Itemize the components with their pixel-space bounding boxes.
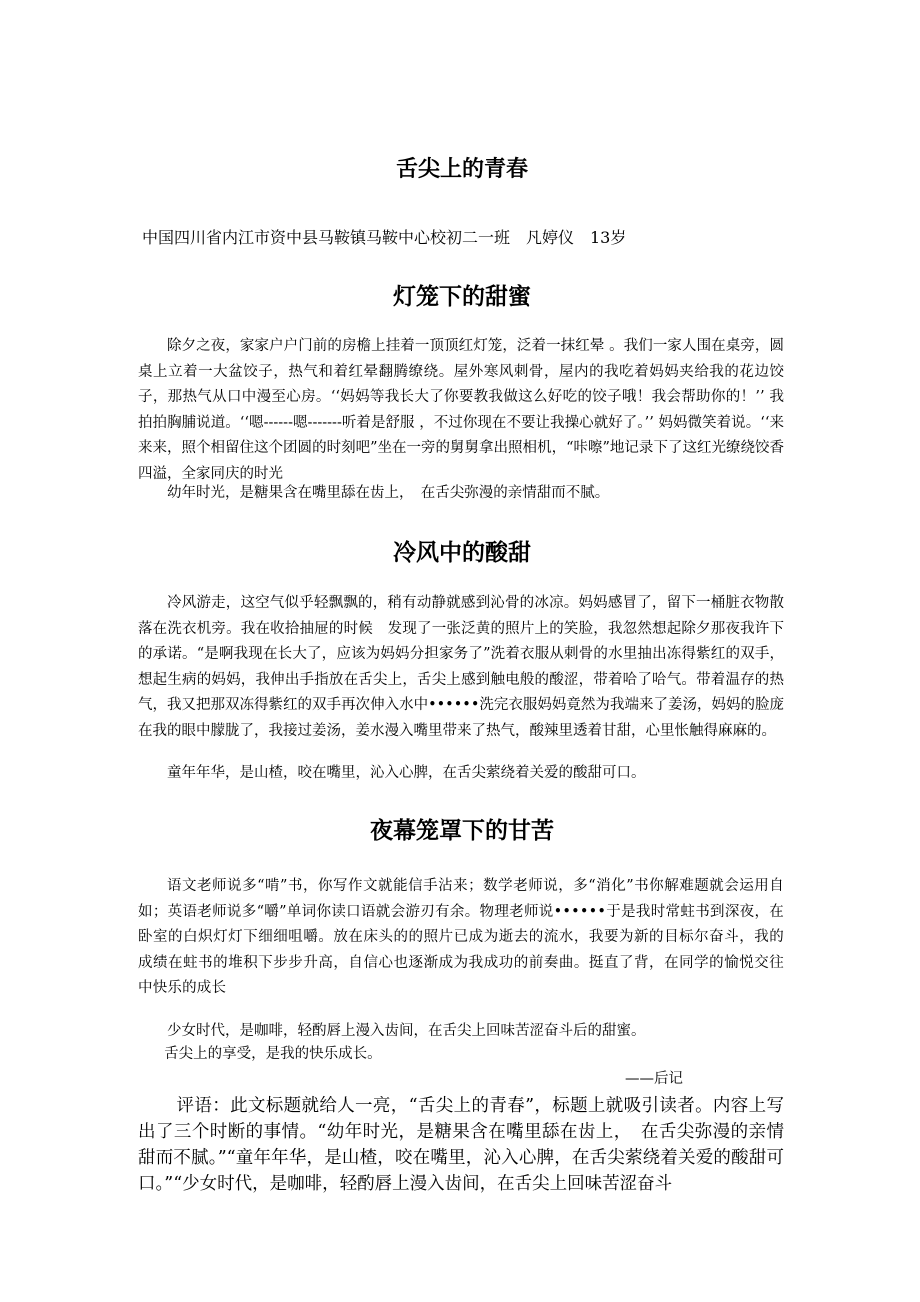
section-1-paragraph-2: 幼年时光，是糖果含在嘴里舔在齿上， 在舌尖弥漫的亲情甜而不腻。 (167, 485, 610, 501)
author-byline: 中国四川省内江市资中县马鞍镇马鞍中心校初二一班 凡婷仪 13岁 (142, 228, 627, 247)
section-heading-1: 灯笼下的甜蜜 (393, 284, 531, 310)
section-3-paragraph-1: 语文老师说多“啃”书，你写作文就能信手沾来；数学老师说，多“消化”书你解难题就会运用自如；英语老师说多“嚼”单词你读口语就会游刃有余。物理老师说••••••于是我时常蛀书到深夜，在卧室的白炽灯灯下细细咀嚼。放在床头的的照片已成为逝去的流水，我要为新的目标尔奋斗，我的成绩在蛀书的堆积下步步升高，自信心也逐渐成为我成功的前奏曲。挺直了背，在同学的愉悦交往中快乐的成长 (138, 878, 784, 996)
section-2-paragraph-1: 冷风游走，这空气似乎轻飘飘的，稍有动静就感到沁骨的冰凉。妈妈感冒了，留下一桶脏衣物散落在洗衣机旁。我在收拾抽屉的时候 发现了一张泛黄的照片上的笑脸，我忽然想起除夕那夜我许下的承诺。“是啊我现在长大了，应该为妈妈分担家务了”洗着衣服从刺骨的水里抽出冻得紫红的双手，想起生病的妈妈，我伸出手指放在舌尖上，舌尖上感到触电般的酸涩，带着哈了哈气。带着温存的热气，我又把那双冻得紫红的双手再次伸入水中••••••洗完衣服妈妈竟然为我端来了姜汤，妈妈的脸庞在我的眼中朦胧了，我接过姜汤，姜水漫入嘴里带来了热气，酸辣里透着甘甜，心里怅触得麻麻的。 (138, 595, 784, 739)
section-heading-2: 冷风中的酸甜 (393, 540, 531, 566)
section-3-paragraph-2: 少女时代，是咖啡，轻酌唇上漫入齿间，在舌尖上回味苦涩奋斗后的甜蜜。 (167, 1023, 646, 1039)
teacher-comment: 评语：此文标题就给人一亮，“舌尖上的青春”，标题上就吸引读者。内容上写出了三个时断的事情。“幼年时光，是糖果含在嘴里舔在齿上， 在舌尖弥漫的亲情甜而不腻。”“童年年华，是山楂，咬在嘴里，沁入心脾，在舌尖萦绕着关爱的酸甜可口。”“少女时代，是咖啡，轻酌唇上漫入齿间，在舌尖上回味苦涩奋斗 (138, 1096, 784, 1194)
page-title: 舌尖上的青春 (395, 157, 528, 182)
closing-line: 舌尖上的享受，是我的快乐成长。 (164, 1046, 382, 1062)
afterword-label: ——后记 (625, 1071, 683, 1087)
section-2-paragraph-2: 童年年华，是山楂，咬在嘴里，沁入心脾，在舌尖萦绕着关爱的酸甜可口。 (167, 765, 646, 781)
section-heading-3: 夜幕笼罩下的甘苦 (370, 818, 554, 844)
section-1-paragraph-1: 除夕之夜，家家户户门前的房檐上挂着一顶顶红灯笼，泛着一抹红晕 。我们一家人围在桌旁，圆桌上立着一大盆饺子，热气和着红晕翻腾缭绕。屋外寒风刺骨，屋内的我吃着妈妈夹给我的花边饺子，那热气从口中漫至心房。‘‘妈妈等我长大了你要教我做这么好吃的饺子哦！我会帮助你的！’’ 我拍拍胸脯说道。‘‘嗯------嗯-------听着是舒服 ，不过你现在不要让我操心就好了。’’ 妈妈微笑着说。‘‘来来来，照个相留住这个团圆的时刻吧”坐在一旁的舅舅拿出照相机，“咔嚓”地记录下了这红光缭绕饺香四溢，全家同庆的时光 (138, 338, 784, 482)
